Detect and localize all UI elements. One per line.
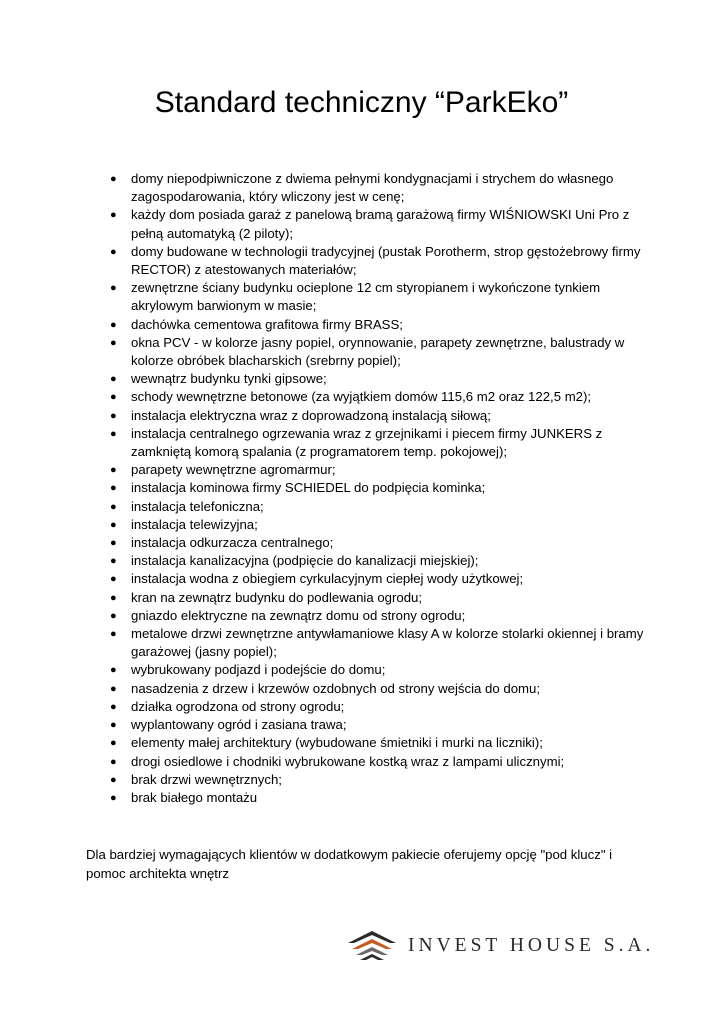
list-item-text: brak drzwi wewnętrznych; [131, 771, 282, 787]
list-item [86, 206, 646, 242]
list-item-text: brak białego montażu [131, 789, 258, 805]
bullet-dot: ● [110, 173, 117, 185]
bullet-dot: ● [110, 537, 117, 550]
list-item [86, 243, 646, 279]
list-item-text: każdy dom posiada garaż z panelową bramą garażową firmy WIŚNIOWSKI Uni Pro z pełną automatyką (2 piloty); [131, 207, 630, 241]
list-item [86, 498, 646, 516]
list-item [86, 698, 646, 716]
bullet-dot: ● [110, 755, 117, 768]
list-item-text: działka ogrodzona od strony ogrodu; [131, 698, 345, 714]
roof-logo-icon [346, 929, 398, 963]
list-item-text: metalowe drzwi zewnętrzne antywłamaniowe klasy A w kolorze stolarki okiennej i bramy garażowej (jasny popiel); [131, 626, 644, 660]
list-item-text: wewnątrz budynku tynki gipsowe; [131, 371, 327, 387]
list-item [86, 425, 646, 461]
list-item [86, 771, 646, 789]
bullet-dot: ● [110, 464, 117, 477]
list-item [86, 279, 646, 315]
list-item [86, 589, 646, 607]
list-item [86, 789, 646, 807]
list-item-text: instalacja telefoniczna; [131, 498, 264, 514]
list-item [86, 461, 646, 479]
list-item-text: nasadzenia z drzew i krzewów ozdobnych od strony wejścia do domu; [131, 680, 541, 696]
list-item [86, 388, 646, 406]
bullet-dot: ● [110, 628, 117, 641]
list-item-text: wybrukowany podjazd i podejście do domu; [131, 662, 386, 678]
list-item-text: instalacja elektryczna wraz z doprowadzoną instalacją siłową; [131, 407, 491, 423]
list-item-text: instalacja kominowa firmy SCHIEDEL do podpięcia kominka; [131, 480, 486, 496]
bullet-dot: ● [110, 500, 117, 513]
feature-list [86, 170, 646, 807]
list-item-text: dachówka cementowa grafitowa firmy BRASS; [131, 316, 403, 332]
logo-text: INVEST HOUSE S.A. [408, 935, 655, 956]
bullet-dot: ● [110, 336, 117, 349]
list-item [86, 370, 646, 388]
bullet-dot: ● [110, 591, 117, 604]
list-item [86, 407, 646, 425]
bullet-dot: ● [110, 282, 117, 295]
list-item-text: okna PCV - w kolorze jasny popiel, orynnowanie, parapety zewnętrzne, balustrady w kolorze obróbek blacharskich (srebrny popiel); [131, 334, 625, 369]
list-item [86, 680, 646, 698]
list-item [86, 552, 646, 570]
list-item-text: drogi osiedlowe i chodniki wybrukowane kostką wraz z lampami ulicznymi; [131, 753, 565, 769]
list-item [86, 516, 646, 534]
bullet-dot: ● [110, 682, 117, 695]
list-item [86, 479, 646, 497]
bullet-dot: ● [110, 719, 117, 732]
list-item [86, 716, 646, 734]
bullet-dot: ● [110, 791, 117, 804]
list-item-text: gniazdo elektryczne na zewnątrz domu od strony ogrodu; [131, 607, 466, 623]
bullet-dot: ● [110, 318, 117, 331]
list-item-text: instalacja odkurzacza centralnego; [131, 535, 334, 551]
footer-note: Dla bardziej wymagających klientów w dodatkowym pakiecie oferujemy opcję "pod klucz" i pomoc architekta wnętrz [86, 847, 613, 881]
list-item [86, 753, 646, 771]
list-item-text: wyplantowany ogród i zasiana trawa; [131, 717, 347, 733]
list-item [86, 170, 646, 206]
bullet-dot: ● [110, 409, 117, 422]
list-item [86, 570, 646, 588]
bullet-dot: ● [110, 245, 117, 258]
list-item [86, 734, 646, 752]
bullet-dot: ● [110, 609, 117, 622]
bullet-dot: ● [110, 737, 117, 750]
list-item-text: instalacja wodna z obiegiem cyrkulacyjnym ciepłej wody użytkowej; [131, 571, 524, 587]
list-item [86, 334, 646, 370]
list-item-text: zewnętrzne ściany budynku ocieplone 12 cm styropianem i wykończone tynkiem akrylowym barwionym w masie; [131, 280, 601, 314]
list-item [86, 661, 646, 679]
bullet-dot: ● [110, 773, 117, 786]
bullet-dot: ● [110, 482, 117, 495]
list-item [86, 625, 646, 661]
list-item-text: instalacja kanalizacyjna (podpięcie do kanalizacji miejskiej); [131, 553, 479, 569]
list-item-text: kran na zewnątrz budynku do podlewania ogrodu; [131, 589, 423, 605]
bullet-dot: ● [110, 664, 117, 677]
list-item-text: domy niepodpiwniczone z dwiema pełnymi kondygnacjami i strychem do własnego zagospodarowania, który wliczony jest w cenę; [131, 171, 614, 205]
bullet-dot: ● [110, 373, 117, 386]
bullet-dot: ● [110, 209, 117, 222]
list-item [86, 607, 646, 625]
list-item-text: elementy małej architektury (wybudowane śmietniki i murki na liczniki); [131, 735, 543, 751]
bullet-dot: ● [110, 700, 117, 713]
list-item-text: instalacja telewizyjna; [131, 516, 258, 532]
list-item [86, 316, 646, 334]
bullet-dot: ● [110, 518, 117, 531]
list-item-text: parapety wewnętrzne agromarmur; [131, 462, 336, 478]
bullet-dot: ● [110, 427, 117, 440]
list-item-text: schody wewnętrzne betonowe (za wyjątkiem domów 115,6 m2 oraz 122,5 m2); [131, 389, 592, 405]
bullet-dot: ● [110, 555, 117, 568]
list-item-text: domy budowane w technologii tradycyjnej (pustak Porotherm, strop gęstożebrowy firmy RECTOR) z atestowanych materiałów; [131, 243, 641, 278]
list-item-text: instalacja centralnego ogrzewania wraz z grzejnikami i piecem firmy JUNKERS z zamkniętą komorą spalania (z programatorem temp. pokojowej); [131, 425, 603, 460]
company-logo [346, 926, 654, 966]
bullet-dot: ● [110, 573, 117, 586]
bullet-dot: ● [110, 391, 117, 404]
page-title: Standard techniczny “ParkEko” [154, 86, 569, 119]
list-item [86, 534, 646, 552]
